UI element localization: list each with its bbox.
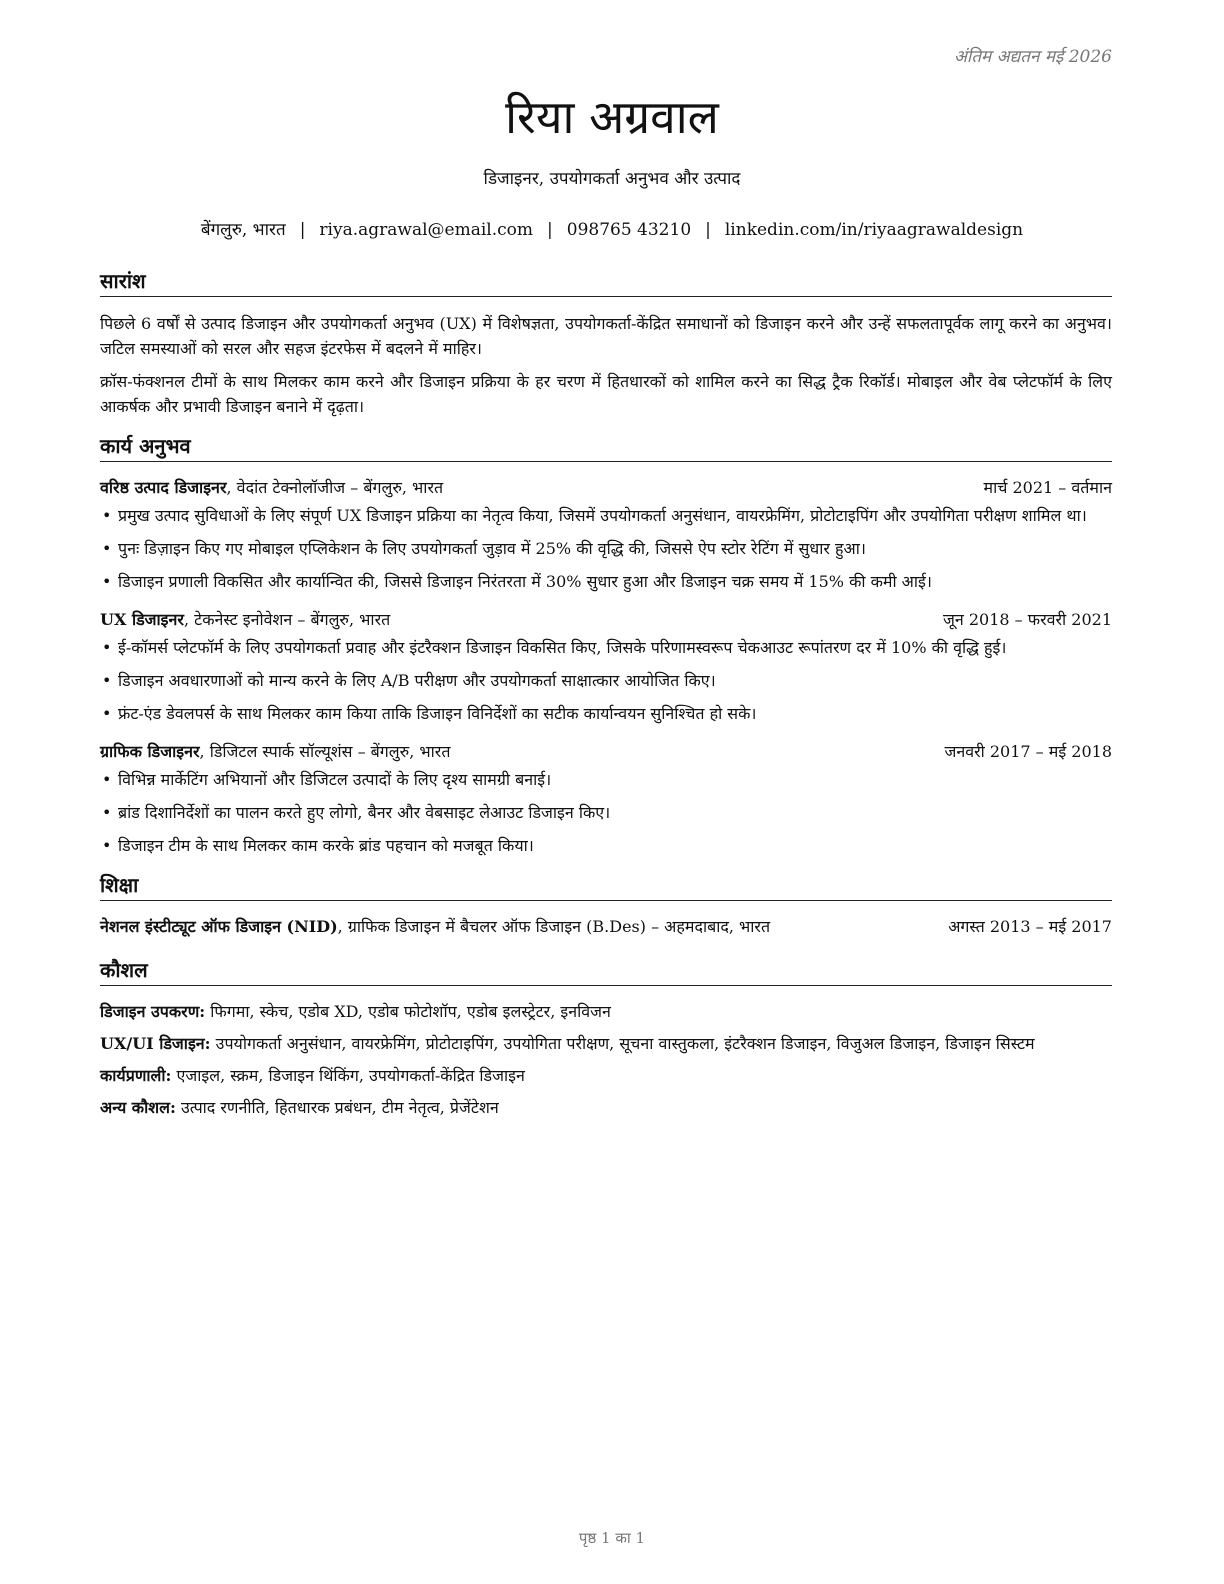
summary-paragraph: पिछले 6 वर्षों से उत्पाद डिजाइन और उपयोगकर्ता अनुभव (UX) में विशेषज्ञता, उपयोगकर्ता-केंद्रित समाधानों को डिजाइन करने और उन्हें सफलतापूर्वक लागू करने का अनुभव। जटिल समस्याओं को सरल और सहज इंटरफेस में बदलने में माहिर। (100, 314, 1112, 358)
contact-separator: | (299, 220, 306, 240)
skill-row (100, 1064, 1112, 1088)
resume-body (100, 268, 1112, 1128)
education-heading: शिक्षा (100, 872, 1112, 901)
contact-phone: 098765 43210 (566, 220, 692, 240)
job-role-org (100, 608, 390, 632)
contact-separator: | (547, 220, 553, 240)
job-role: UX डिजाइनर (100, 610, 184, 629)
job-bullet: • प्रमुख उत्पाद सुविधाओं के लिए संपूर्ण UX डिजाइन प्रक्रिया का नेतृत्व किया, जिसमें उपयोगकर्ता अनुसंधान, वायरफ्रेमिंग, प्रोटोटाइपिंग और उपयोगिता परीक्षण शामिल था। (100, 504, 1112, 528)
job-role: ग्राफिक डिजाइनर (100, 742, 200, 761)
job-bullet: • ब्रांड दिशानिर्देशों का पालन करते हुए लोगो, बैनर और वेबसाइट लेआउट डिजाइन किए। (100, 801, 1112, 825)
job-dates: मार्च 2021 – वर्तमान (983, 478, 1112, 497)
contact-separator: | (705, 220, 711, 240)
job-dates: जनवरी 2017 – मई 2018 (944, 742, 1112, 761)
candidate-name: रिया अग्रवाल (505, 90, 719, 144)
job-header (100, 740, 1112, 764)
skill-value: उपयोगकर्ता अनुसंधान, वायरफ्रेमिंग, प्रोटोटाइपिंग, उपयोगिता परीक्षण, सूचना वास्तुकला, इंटरैक्शन डिजाइन, विजुअल डिजाइन, डिजाइन सिस्टम (210, 1034, 1035, 1053)
job-bullet: • ई-कॉमर्स प्लेटफॉर्म के लिए उपयोगकर्ता प्रवाह और इंटरैक्शन डिजाइन विकसित किए, जिसके परिणामस्वरूप चेकआउट रूपांतरण दर में 10% की वृद्धि हुई। (100, 636, 1112, 660)
skill-label: डिजाइन उपकरण: (100, 1002, 206, 1021)
job-entry (100, 476, 1112, 594)
skill-value: उत्पाद रणनीति, हितधारक प्रबंधन, टीम नेतृत्व, प्रेजेंटेशन (175, 1098, 499, 1117)
job-bullets (100, 504, 1112, 594)
job-bullet: • विभिन्न मार्केटिंग अभियानों और डिजिटल उत्पादों के लिए दृश्य सामग्री बनाई। (100, 768, 1112, 792)
education-degree: , ग्राफिक डिजाइन में बैचलर ऑफ डिजाइन (B.Des) – अहमदाबाद, भारत (337, 917, 771, 936)
experience-heading: कार्य अनुभव (100, 433, 1112, 462)
summary-paragraph: क्रॉस-फंक्शनल टीमों के साथ मिलकर काम करने और डिजाइन प्रक्रिया के हर चरण में हितधारकों को शामिल करने का सिद्ध ट्रैक रिकॉर्ड। मोबाइल और वेब प्लेटफॉर्म के लिए आकर्षक और प्रभावी डिजाइन बनाने में दृढ़ता। (100, 372, 1112, 416)
skill-row (100, 1032, 1112, 1056)
summary-section (100, 268, 1112, 419)
education-details (100, 915, 770, 939)
contact-line (0, 219, 1224, 241)
last-updated: अंतिम अद्यतन मई 2026 (953, 47, 1112, 67)
job-bullet: • पुनः डिज़ाइन किए गए मोबाइल एप्लिकेशन के लिए उपयोगकर्ता जुड़ाव में 25% की वृद्धि की, जिससे ऐप स्टोर रेटिंग में सुधार हुआ। (100, 537, 1112, 561)
job-org: , डिजिटल स्पार्क सॉल्यूशंस – बेंगलुरु, भारत (199, 742, 451, 761)
job-bullet: • डिजाइन अवधारणाओं को मान्य करने के लिए A/B परीक्षण और उपयोगकर्ता साक्षात्कार आयोजित किए। (100, 669, 1112, 693)
skill-row (100, 1000, 1112, 1024)
skills-heading: कौशल (100, 957, 1112, 986)
skill-label: UX/UI डिजाइन: (100, 1034, 211, 1053)
skills-section (100, 957, 1112, 1120)
skill-label: कार्यप्रणाली: (100, 1066, 172, 1085)
education-institution: नेशनल इंस्टीट्यूट ऑफ डिजाइन (NID) (100, 917, 338, 936)
candidate-tagline: डिजाइनर, उपयोगकर्ता अनुभव और उत्पाद (483, 169, 741, 189)
job-bullet: • डिजाइन टीम के साथ मिलकर काम करके ब्रांड पहचान को मजबूत किया। (100, 834, 1112, 858)
contact-linkedin[interactable]: linkedin.com/in/riyaagrawaldesign (724, 220, 1024, 240)
experience-section (100, 433, 1112, 858)
page-number: पृष्ठ 1 का 1 (578, 1529, 646, 1547)
job-org: , वेदांत टेक्नोलॉजीज – बेंगलुरु, भारत (226, 478, 444, 497)
job-org: , टेकनेस्ट इनोवेशन – बेंगलुरु, भारत (183, 610, 391, 629)
education-entry (100, 915, 1112, 939)
skill-value: फिगमा, स्केच, एडोब XD, एडोब फोटोशॉप, एडोब इलस्ट्रेटर, इनविजन (205, 1002, 611, 1021)
job-role-org (100, 476, 443, 500)
contact-email[interactable]: riya.agrawal@email.com (319, 220, 534, 240)
job-role-org (100, 740, 450, 764)
job-dates: जून 2018 – फरवरी 2021 (943, 610, 1112, 629)
education-section (100, 872, 1112, 939)
education-dates: अगस्त 2013 – मई 2017 (948, 917, 1112, 936)
summary-heading: सारांश (100, 268, 1112, 297)
contact-location: बेंगलुरु, भारत (200, 220, 286, 240)
job-entry (100, 740, 1112, 858)
skill-label: अन्य कौशल: (100, 1098, 176, 1117)
job-header (100, 476, 1112, 500)
job-bullets (100, 768, 1112, 858)
job-role: वरिष्ठ उत्पाद डिजाइनर (100, 478, 227, 497)
job-bullets (100, 636, 1112, 726)
skill-row (100, 1096, 1112, 1120)
job-bullet: • फ्रंट-एंड डेवलपर्स के साथ मिलकर काम किया ताकि डिजाइन विनिर्देशों का सटीक कार्यान्वयन सुनिश्चित हो सके। (100, 702, 1112, 726)
job-header (100, 608, 1112, 632)
job-entry (100, 608, 1112, 726)
resume-header (0, 88, 1224, 241)
skill-value: एजाइल, स्क्रम, डिजाइन थिंकिंग, उपयोगकर्ता-केंद्रित डिजाइन (171, 1066, 525, 1085)
job-bullet: • डिजाइन प्रणाली विकसित और कार्यान्वित की, जिससे डिजाइन निरंतरता में 30% सुधार हुआ और डिजाइन चक्र समय में 15% की कमी आई। (100, 570, 1112, 594)
